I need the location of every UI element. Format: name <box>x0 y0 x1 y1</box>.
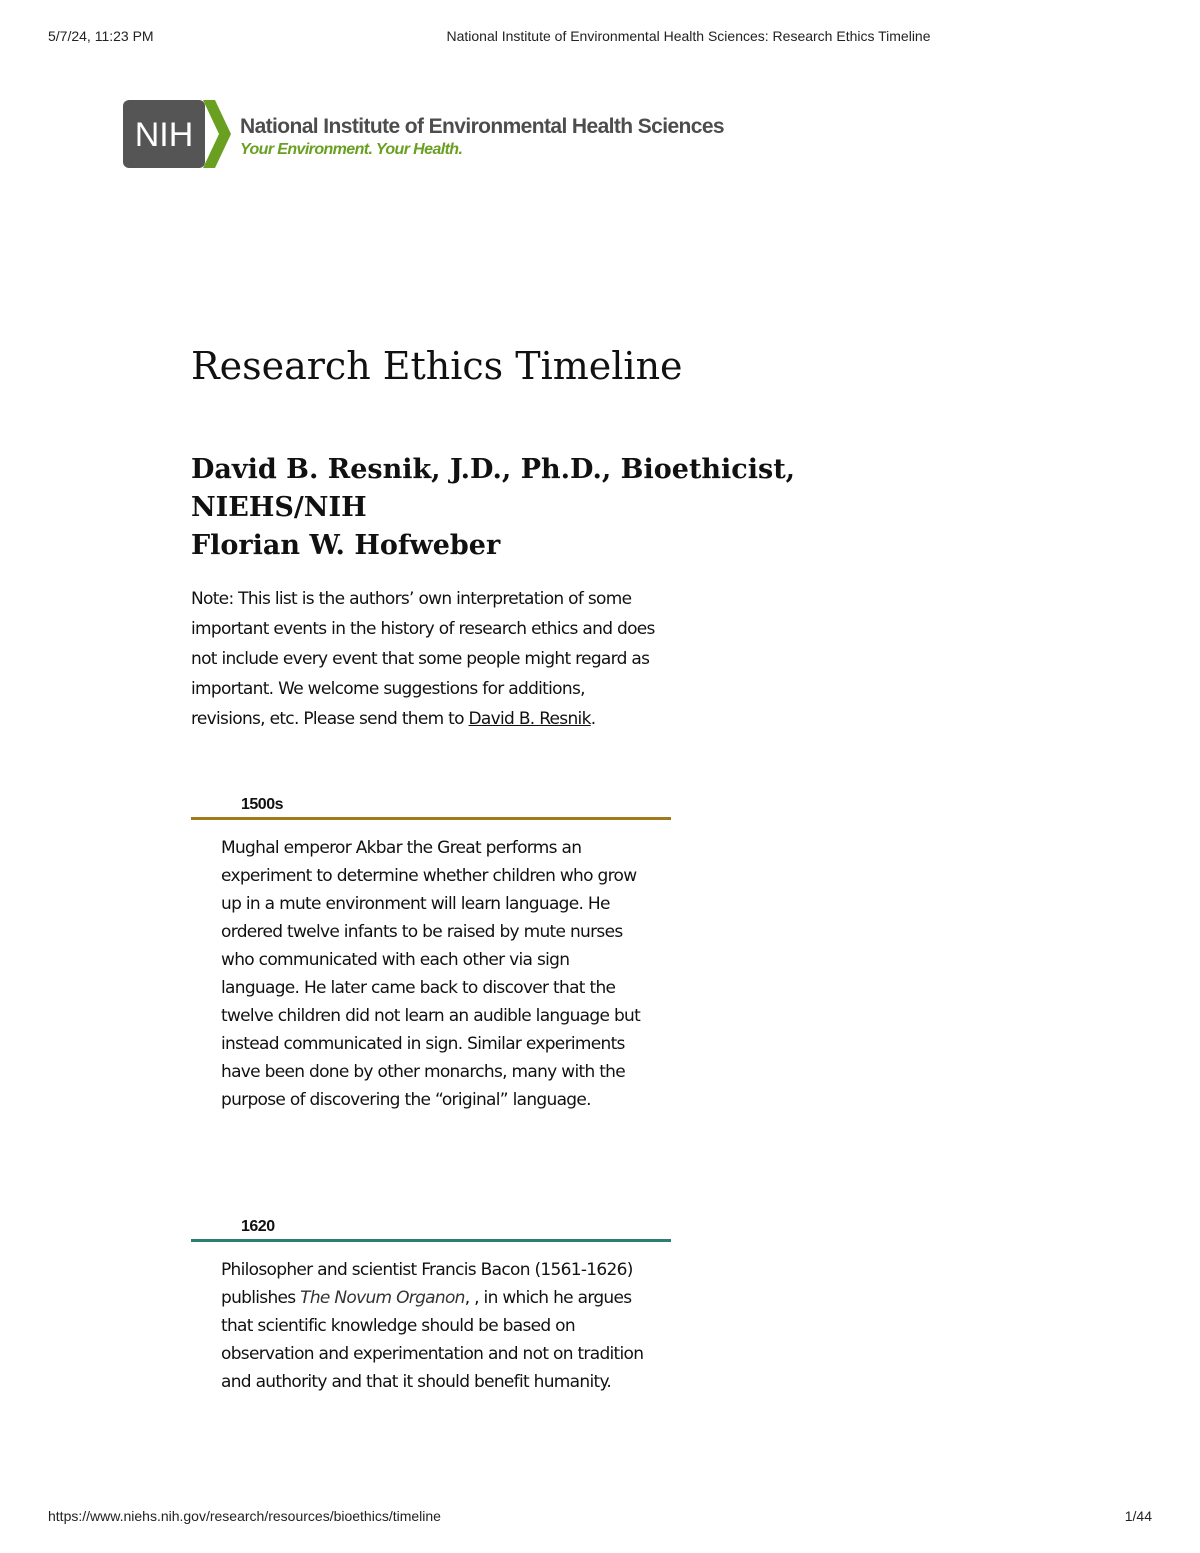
logo-institute-name: National Institute of Environmental Health Sciences <box>240 115 725 138</box>
note-end: . <box>590 709 596 729</box>
timeline-date-label: 1620 <box>241 1218 275 1235</box>
chevron-right-icon <box>203 100 231 168</box>
logo-tagline: Your Environment. Your Health. <box>240 141 463 158</box>
authors <box>191 451 831 565</box>
print-footer <box>48 1508 1152 1528</box>
entry-text-before: Philosopher and scientist Francis Bacon (1561-1626) publishes <box>221 1260 633 1308</box>
timeline-entry-text <box>221 1256 651 1396</box>
timeline-divider <box>191 817 671 820</box>
page-title: Research Ethics Timeline <box>191 344 683 388</box>
logo-text <box>240 114 724 160</box>
note-text: Note: This list is the authors’ own interpretation of some important events in the history of research ethics and does not include every event that some people might regard as important. We welcome suggestions for additions, revisions, etc. Please send them to <box>191 589 655 729</box>
author-line-2: NIEHS/NIH <box>191 492 367 523</box>
timeline-divider <box>191 1239 671 1242</box>
page-count: 1/44 <box>1124 1508 1152 1524</box>
author-line-1: David B. Resnik, J.D., Ph.D., Bioethicist, <box>191 454 796 485</box>
timeline-entry <box>191 1218 671 1438</box>
timeline-entry <box>191 796 671 1196</box>
timeline-entry-text: Mughal emperor Akbar the Great performs an experiment to determine whether children who grow up in a mute environment will learn language. He ordered twelve infants to be raised by mute nurses who communicated with each other via sign language. He later came back to discover that the twelve children did not learn an audible language but instead communicated in sign. Similar experiments have been done by other monarchs, many with the purpose of discovering the “original” language. <box>221 838 641 1110</box>
print-url: https://www.niehs.nih.gov/research/resources/bioethics/timeline <box>48 1508 441 1524</box>
contact-resnik-link[interactable]: David B. Resnik <box>468 709 591 729</box>
book-title: The Novum Organon <box>300 1288 465 1308</box>
editor-note <box>191 584 661 734</box>
author-line-3: Florian W. Hofweber <box>191 530 501 561</box>
print-date: 5/7/24, 11:23 PM <box>48 28 154 44</box>
print-page-title: National Institute of Environmental Health Sciences: Research Ethics Timeline <box>446 28 931 44</box>
entry-text-after: , , in which he argues that scientific knowledge should be based on observation and experimentation and not on tradition and authority and that it should benefit humanity. <box>221 1288 644 1392</box>
nih-logo-mark-text: NIH <box>134 116 194 154</box>
timeline-date-label: 1500s <box>241 796 283 813</box>
print-header <box>48 28 1152 48</box>
